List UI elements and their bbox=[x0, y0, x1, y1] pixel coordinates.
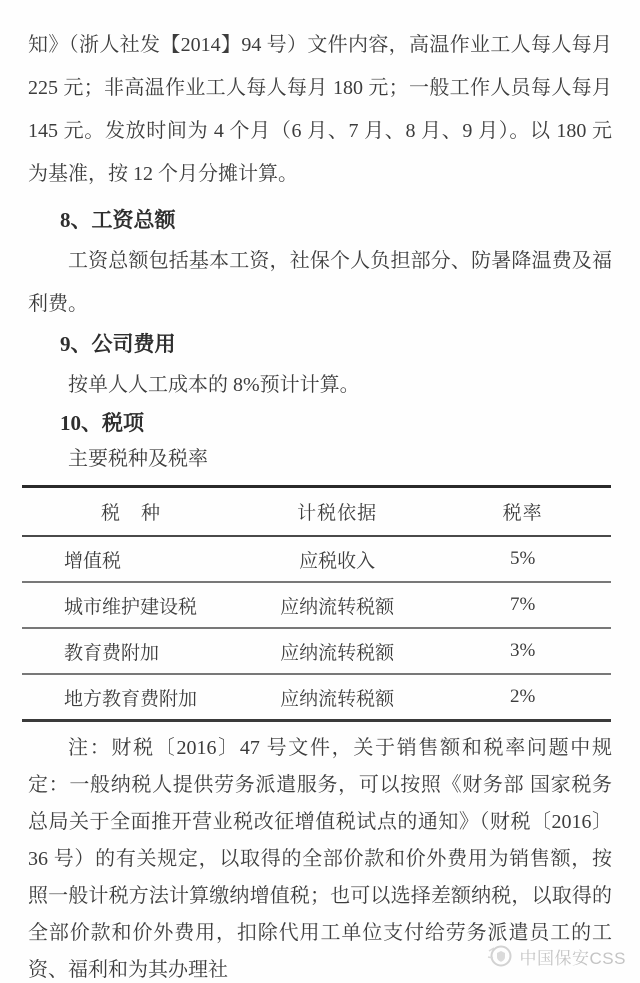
table-cell-tax-basis: 应纳流转税额 bbox=[240, 628, 434, 674]
tax-rate-table bbox=[22, 485, 611, 722]
section-heading: 8、工资总额 bbox=[60, 208, 176, 232]
section-heading: 9、公司费用 bbox=[60, 332, 176, 356]
table-row bbox=[22, 674, 611, 721]
table-row bbox=[22, 536, 611, 582]
table-cell-tax-type: 增值税 bbox=[22, 536, 240, 582]
section-heading: 10、税项 bbox=[60, 411, 144, 435]
table-cell-tax-basis: 应税收入 bbox=[240, 536, 434, 582]
section-tax-items bbox=[28, 407, 612, 479]
watermark-text: 中国保安CSS bbox=[519, 948, 626, 968]
section-body: 按单人人工成本的 8%预计计算。 bbox=[68, 374, 360, 396]
table-row bbox=[22, 628, 611, 674]
table-header-cell: 计税依据 bbox=[240, 487, 434, 537]
table-cell-tax-rate: 7% bbox=[434, 582, 611, 628]
security-emblem-icon bbox=[485, 941, 515, 971]
table-row bbox=[22, 582, 611, 628]
table-cell-tax-rate: 2% bbox=[434, 674, 611, 721]
table-header-row bbox=[22, 487, 611, 537]
table-cell-tax-type: 城市维护建设税 bbox=[22, 582, 240, 628]
section-company-cost bbox=[28, 328, 612, 407]
note-paragraph: 注：财税〔2016〕47 号文件，关于销售额和税率问题中规定：一般纳税人提供劳务派遣服务，可以按照《财务部 国家税务总局关于全面推开营业税改征增值税试点的通知》（财税〔2016〕36 号）的有关规定，以取得的全部价款和价外费用为销售额，按照一般计税方法计算缴纳增值税；也可以选择差额纳税，以取得的全部价款和价外费用，扣除代用工单位支付给劳务派遣员工的工资、福利和为其办理社 bbox=[28, 737, 612, 981]
table-header-cell: 税率 bbox=[434, 487, 611, 537]
table-cell-tax-type: 地方教育费附加 bbox=[22, 674, 240, 721]
table-cell-tax-rate: 5% bbox=[434, 536, 611, 582]
table-cell-tax-basis: 应纳流转税额 bbox=[240, 582, 434, 628]
section-body: 工资总额包括基本工资，社保个人负担部分、防暑降温费及福利费。 bbox=[28, 250, 612, 315]
table-cell-tax-type: 教育费附加 bbox=[22, 628, 240, 674]
table-cell-tax-basis: 应纳流转税额 bbox=[240, 674, 434, 721]
intro-paragraph: 知》（浙人社发【2014】94 号）文件内容，高温作业工人每人每月 225 元；非高温作业工人每人每月 180 元；一般工作人员每人每月 145 元。发放时间为 4 个月（6 月、7 月、8 月、9 月）。以 180 元为基准，按 12 个月分摊计算。 bbox=[28, 34, 612, 185]
section-body: 主要税种及税率 bbox=[68, 448, 208, 470]
watermark bbox=[485, 941, 626, 971]
table-header-cell: 税 种 bbox=[22, 487, 240, 537]
table-cell-tax-rate: 3% bbox=[434, 628, 611, 674]
section-wage-total bbox=[28, 204, 612, 326]
